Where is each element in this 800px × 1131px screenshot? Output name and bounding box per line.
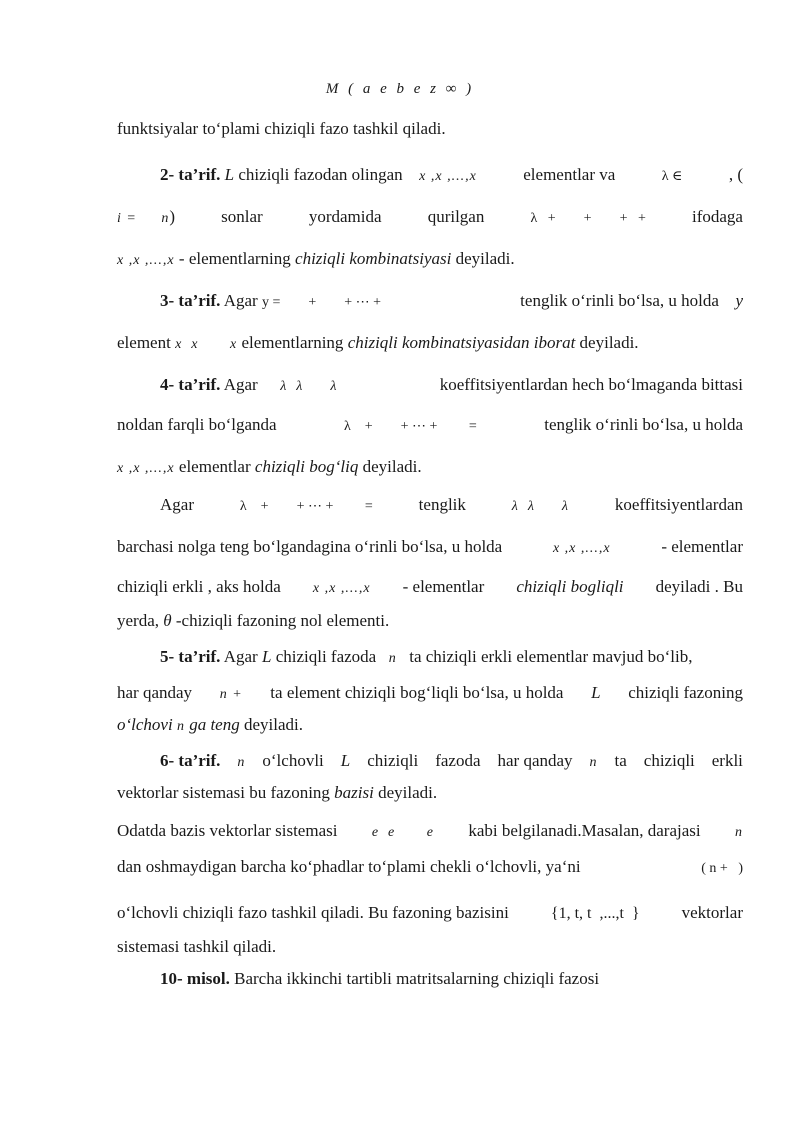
definition-3-label: 3- ta’rif. bbox=[160, 291, 221, 310]
definition-6-line-1: 6- ta’rif. n o‘lchovli L chiziqli fazoda har qanday n ta chiziqli erkli bbox=[160, 751, 743, 770]
paragraph-independence-line-4: yerda, θ -chiziqli fazoning nol elementi. bbox=[117, 611, 390, 630]
paragraph-basis-line-2: dan oshmaydigan barcha ko‘phadlar to‘plami chekli o‘lchovli, ya‘ni ( n + ) bbox=[117, 857, 743, 876]
paragraph-intro: funktsiyalar to‘plami chiziqli fazo tashkil qiladi. bbox=[117, 119, 446, 138]
paragraph-independence-line-3: chiziqli erkli , aks holda x ,x ,...,x - elementlar chiziqli bogliqli deyiladi . Bu bbox=[117, 577, 743, 596]
paragraph-basis-line-1: Odatda bazis vektorlar sistemasi e e e kabi belgilanadi.Masalan, darajasi n bbox=[117, 821, 743, 840]
definition-2-label: 2- ta’rif. bbox=[160, 165, 221, 184]
definition-5-line-3: o‘lchovi n ga teng deyiladi. bbox=[117, 715, 303, 734]
definition-2-line-3: x ,x ,...,x - elementlarning chiziqli kombinatsiyasi deyiladi. bbox=[117, 249, 515, 268]
definition-2-line-2: i = n) sonlar yordamida qurilgan λ + + + + ifodaga bbox=[117, 207, 743, 226]
definition-5-line-1: 5- ta’rif. Agar L chiziqli fazoda n ta chiziqli erkli elementlar mavjud bo‘lib, bbox=[160, 647, 693, 666]
definition-5-label: 5- ta’rif. bbox=[160, 647, 221, 666]
formula-top: M ( a e b e z ∞ ) bbox=[325, 81, 475, 97]
definition-3-line-1: 3- ta’rif. Agar y = + + ⋯ + tenglik o‘rinli bo‘lsa, u holda y bbox=[160, 291, 743, 310]
definition-3-line-2: element x x x elementlarning chiziqli kombinatsiyasidan iborat deyiladi. bbox=[117, 333, 639, 352]
paragraph-independence-line-2: barchasi nolga teng bo‘lgandagina o‘rinli bo‘lsa, u holda x ,x ,...,x - elementlar bbox=[117, 537, 743, 556]
paragraph-basis-line-4: sistemasi tashkil qiladi. bbox=[117, 937, 277, 956]
example-10-line: 10- misol. Barcha ikkinchi tartibli matritsalarning chiziqli fazosi bbox=[160, 969, 600, 988]
definition-2-line-1: 2- ta’rif. L chiziqli fazodan olingan x ,x ,...,x elementlar va λ ∈ , ( bbox=[160, 165, 743, 184]
definition-4-line-2: noldan farqli bo‘lganda λ + + ⋯ + = tenglik o‘rinli bo‘lsa, u holda bbox=[117, 415, 743, 434]
definition-4-line-1: 4- ta’rif. Agar λ λ λ koeffitsiyentlardan hech bo‘lmaganda bittasi bbox=[160, 375, 743, 394]
example-10-label: 10- misol. bbox=[160, 969, 230, 988]
paragraph-basis-line-3: o‘lchovli chiziqli fazo tashkil qiladi. Bu fazoning bazisini {1, t, t ,...,t } vektorlar bbox=[117, 903, 743, 922]
definition-4-label: 4- ta’rif. bbox=[160, 375, 221, 394]
definition-4-line-3: x ,x ,...,x elementlar chiziqli bog‘liq deyiladi. bbox=[117, 457, 422, 476]
paragraph-independence-line-1: Agar λ + + ⋯ + = tenglik λ λ λ koeffitsiyentlardan bbox=[160, 495, 743, 514]
definition-6-line-2: vektorlar sistemasi bu fazoning bazisi deyiladi. bbox=[117, 783, 438, 802]
definition-6-label: 6- ta’rif. bbox=[160, 751, 221, 770]
definition-5-line-2: har qanday n + ta element chiziqli bog‘liqli bo‘lsa, u holda L chiziqli fazoning bbox=[117, 683, 743, 702]
